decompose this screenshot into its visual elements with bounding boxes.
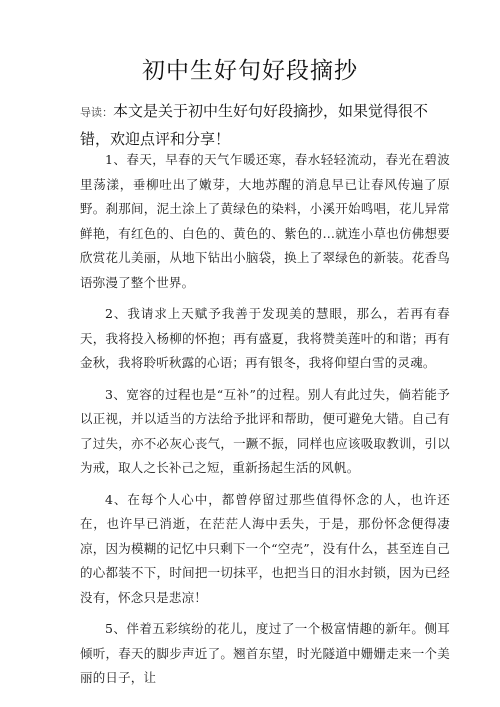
intro-block [80,98,450,152]
intro-text: 本文是关于初中生好句好段摘抄，如果觉得很不错，欢迎点评和分享！ [80,102,429,148]
paragraph-2: 2、我请求上天赋予我善于发现美的慧眼，那么，若再有春天，我将投入杨柳的怀抱；再有盛夏，我将赞美莲叶的和谐；再有金秋，我将聆听秋露的心语；再有银冬，我将仰望白雪的灵魂。 [80,306,450,370]
intro-label: 导读： [80,106,113,119]
paragraph-1: 1、春天，早春的天气乍暖还寒，春水轻轻流动，春光在碧波里荡漾，垂柳吐出了嫩芽，大地苏醒的消息早已让春风传遍了原野。刹那间，泥土涂上了黄绿色的染料，小溪开始鸣唱，花儿异常鲜艳，有红色的、白色的、黄色的、紫色的…就连小草也仿佛想要欣赏花儿美丽，从地下钻出小脑袋，换上了翠绿色的新装。花香鸟语弥漫了整个世界。 [80,152,450,290]
paragraph-4: 4、在每个人心中，都曾停留过那些值得怀念的人，也许还在，也许早已消逝，在茫茫人海中丢失，于是，那份怀念便得凄凉，因为模糊的记忆中只剩下一个“空壳”，没有什么，甚至连自己的心都装不下，时间把一切抹平，也把当日的泪水封锁，因为已经没有，怀念只是悲凉！ [80,491,450,605]
paragraph-list [80,148,450,698]
paragraph-3: 3、宽容的过程也是“互补”的过程。别人有此过失，倘若能予以正视，并以适当的方法给予批评和帮助，便可避免大错。自己有了过失，亦不必灰心丧气，一蹶不振，同样也应该吸取教训，引以为戒，取人之长补己之短，重新扬起生活的风帆。 [80,386,450,475]
paragraph-5: 5、伴着五彩缤纷的花儿，度过了一个极富情趣的新年。侧耳倾听，春天的脚步声近了。翘首东望，时光隧道中姗姗走来一个美丽的日子，让 [80,621,450,685]
document-title: 初中生好句好段摘抄 [142,58,358,84]
